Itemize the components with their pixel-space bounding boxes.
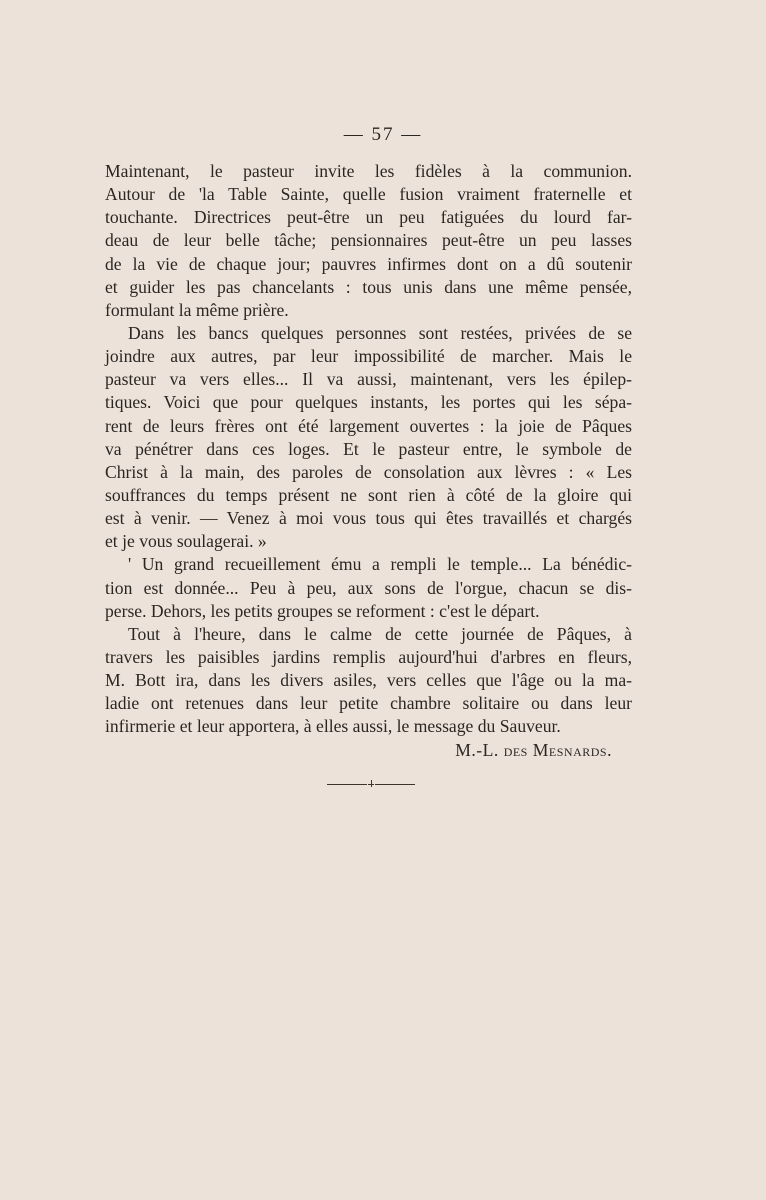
text-line: et je vous soulagerai. » <box>105 531 267 552</box>
author-signature <box>455 740 612 761</box>
text-line: Maintenant, le pasteur invite les fidèles à la communion. <box>105 161 632 181</box>
text-line: et guider les pas chancelants : tous unis dans une même pensée, <box>105 276 632 297</box>
body-text <box>105 160 632 739</box>
cross-icon <box>368 780 374 787</box>
ornament-rule-left <box>327 784 367 785</box>
text-line: va pénétrer dans ces loges. Et le pasteur entre, le symbole de <box>105 438 632 459</box>
signature-particle: des <box>503 740 528 760</box>
text-line: pasteur va vers elles... Il va aussi, maintenant, vers les épilep- <box>105 369 632 390</box>
text-line: ladie ont retenues dans leur petite chambre solitaire ou dans leur <box>105 693 632 714</box>
text-line: formulant la même prière. <box>105 299 289 320</box>
ornament-rule-right <box>375 784 415 785</box>
text-line: deau de leur belle tâche; pensionnaires peut-être un peu lasses <box>105 230 632 251</box>
text-line: rent de leurs frères ont été largement ouvertes : la joie de Pâques <box>105 415 632 436</box>
text-line: de la vie de chaque jour; pauvres infirmes dont on a dû soutenir <box>105 253 632 274</box>
signature-initials: M.-L. <box>455 740 499 760</box>
text-line: Tout à l'heure, dans le calme de cette journée de Pâques, à <box>128 623 632 644</box>
text-line: M. Bott ira, dans les divers asiles, vers celles que l'âge ou la ma- <box>105 670 632 691</box>
text-line: est à venir. — Venez à moi vous tous qui êtes travaillés et chargés <box>105 508 632 529</box>
page-number: — 57 — <box>343 124 423 145</box>
text-line: ' Un grand recueillement ému a rempli le temple... La bénédic- <box>128 554 632 575</box>
text-line: tion est donnée... Peu à peu, aux sons de l'orgue, chacun se dis- <box>105 577 632 598</box>
text-line: infirmerie et leur apportera, à elles aussi, le message du Sauveur. <box>105 716 561 737</box>
text-line: travers les paisibles jardins remplis aujourd'hui d'arbres en fleurs, <box>105 646 632 667</box>
text-line: joindre aux autres, par leur impossibilité de marcher. Mais le <box>105 346 632 367</box>
text-line: Dans les bancs quelques personnes sont restées, privées de se <box>128 322 632 343</box>
text-line: Christ à la main, des paroles de consolation aux lèvres : « Les <box>105 461 632 482</box>
end-ornament <box>327 783 415 785</box>
signature-surname: Mesnards. <box>532 740 612 760</box>
text-line: souffrances du temps présent ne sont rien à côté de la gloire qui <box>105 484 632 505</box>
text-line: Autour de 'la Table Sainte, quelle fusion vraiment fraternelle et <box>105 184 632 205</box>
text-line: perse. Dehors, les petits groupes se reforment : c'est le départ. <box>105 600 540 621</box>
text-line: touchante. Directrices peut-être un peu fatiguées du lourd far- <box>105 207 632 228</box>
text-line: tiques. Voici que pour quelques instants, les portes qui les sépa- <box>105 392 632 413</box>
